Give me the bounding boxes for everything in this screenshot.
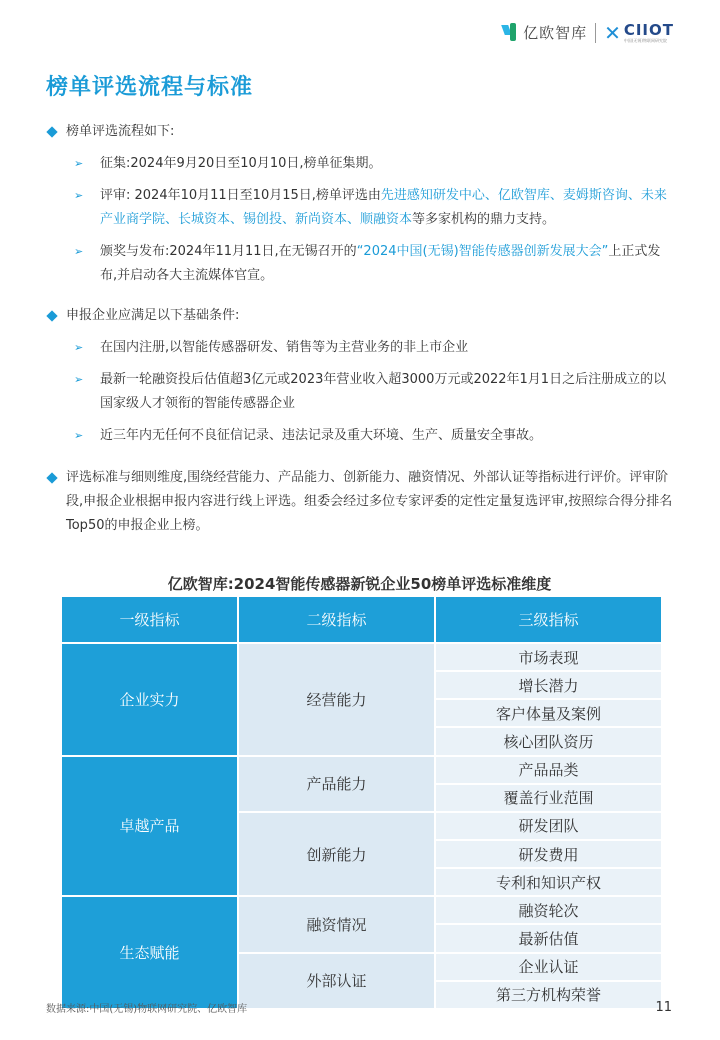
section-heading: 申报企业应满足以下基础条件: <box>66 308 240 323</box>
criteria-text: 评选标准与细则维度,围绕经营能力、产品能力、创新能力、融资情况、外部认证等指标进行评价。评审阶段,申报企业根据申报内容进行线上评选。组委会经过多位专家评委的定性定量复选评审,按照综合得分排名Top50的申报企业上榜。 <box>66 470 673 533</box>
section-criteria <box>46 466 676 538</box>
data-source: 数据来源:中国(无锡)物联网研究院、亿欧智库 <box>46 1004 248 1015</box>
level3-cell: 市场表现 <box>436 644 661 670</box>
ciiot-logo-icon: ✕ <box>604 20 621 45</box>
level3-cell: 产品品类 <box>436 757 661 783</box>
section-process <box>46 120 676 144</box>
level1-cell: 企业实力 <box>62 644 237 755</box>
arrow-bullet-icon: ➢ <box>74 157 84 170</box>
level3-cell: 企业认证 <box>436 954 661 980</box>
table-header-level1: 一级指标 <box>62 597 237 642</box>
level3-cell: 核心团队资历 <box>436 728 661 754</box>
table-header-level3: 三级指标 <box>436 597 661 642</box>
level2-cell: 创新能力 <box>239 813 434 895</box>
level3-cell: 第三方机构荣誉 <box>436 982 661 1008</box>
process-item-text: 等多家机构的鼎力支持。 <box>412 212 556 227</box>
section-requirements <box>46 304 676 328</box>
section-heading: 榜单评选流程如下: <box>66 124 175 139</box>
criteria-table <box>62 597 657 1005</box>
diamond-bullet-icon <box>46 310 57 321</box>
diamond-bullet-icon <box>46 472 57 483</box>
arrow-bullet-icon: ➢ <box>74 429 84 442</box>
process-item-text: 上正式发布,并启动各大主流媒体官宣。 <box>100 244 661 283</box>
table-title: 亿欧智库:2024智能传感器新锐企业50榜单评选标准维度 <box>167 575 552 593</box>
level3-cell: 增长潜力 <box>436 672 661 698</box>
process-item-text: 征集:2024年9月20日至10月10日,榜单征集期。 <box>100 156 382 171</box>
yiou-brand-text: 亿欧智库 <box>523 24 588 42</box>
level3-cell: 最新估值 <box>436 925 661 951</box>
logo-divider <box>595 23 596 43</box>
arrow-bullet-icon: ➢ <box>74 245 84 258</box>
diamond-bullet-icon <box>46 126 57 137</box>
yiou-logo-icon <box>503 23 519 43</box>
page-title: 榜单评选流程与标准 <box>46 75 254 100</box>
requirement-item <box>46 336 676 360</box>
process-item-text: 颁奖与发布:2024年11月11日,在无锡召开的 <box>100 244 357 259</box>
level2-cell: 经营能力 <box>239 644 434 755</box>
requirement-item <box>46 424 676 448</box>
table-header-level2: 二级指标 <box>239 597 434 642</box>
level3-cell: 覆盖行业范围 <box>436 785 661 811</box>
ciiot-logo <box>604 20 674 45</box>
page-number: 11 <box>655 1000 672 1015</box>
arrow-bullet-icon: ➢ <box>74 341 84 354</box>
level2-cell: 外部认证 <box>239 954 434 1008</box>
level1-cell: 卓越产品 <box>62 757 237 896</box>
level3-cell: 研发费用 <box>436 841 661 867</box>
highlight-orgs: 先进感知研发中心、亿欧智库、麦姆斯咨询、未来产业商学院、长城资本、锡创投、新尚资本、顺融资本 <box>100 188 667 227</box>
level2-cell: 融资情况 <box>239 897 434 951</box>
arrow-bullet-icon: ➢ <box>74 373 84 386</box>
process-item <box>46 152 676 176</box>
requirement-item <box>46 368 676 416</box>
ciiot-logo-subtext: 中国(无锡)物联网研究院 <box>623 37 667 43</box>
requirement-text: 在国内注册,以智能传感器研发、销售等为主营业务的非上市企业 <box>100 340 469 355</box>
highlight-conference: “2024中国(无锡)智能传感器创新发展大会” <box>356 244 609 259</box>
header-logos <box>503 22 674 43</box>
ciiot-logo-text: CIIOT <box>623 20 674 39</box>
level1-cell: 生态赋能 <box>62 897 237 1008</box>
level3-cell: 客户体量及案例 <box>436 700 661 726</box>
main-content <box>46 120 676 538</box>
yiou-logo <box>503 22 587 43</box>
level3-cell: 专利和知识产权 <box>436 869 661 895</box>
level3-cell: 融资轮次 <box>436 897 661 923</box>
requirement-text: 最新一轮融资投后估值超3亿元或2023年营业收入超3000万元或2022年1月1日之后注册成立的以国家级人才领衔的智能传感器企业 <box>100 372 667 411</box>
level3-cell: 研发团队 <box>436 813 661 839</box>
requirement-text: 近三年内无任何不良征信记录、违法记录及重大环境、生产、质量安全事故。 <box>100 428 543 443</box>
process-item <box>46 184 676 232</box>
process-item-text: 评审: 2024年10月11日至10月15日,榜单评选由 <box>100 188 381 203</box>
arrow-bullet-icon: ➢ <box>74 189 84 202</box>
level2-cell: 产品能力 <box>239 757 434 811</box>
process-item <box>46 240 676 288</box>
